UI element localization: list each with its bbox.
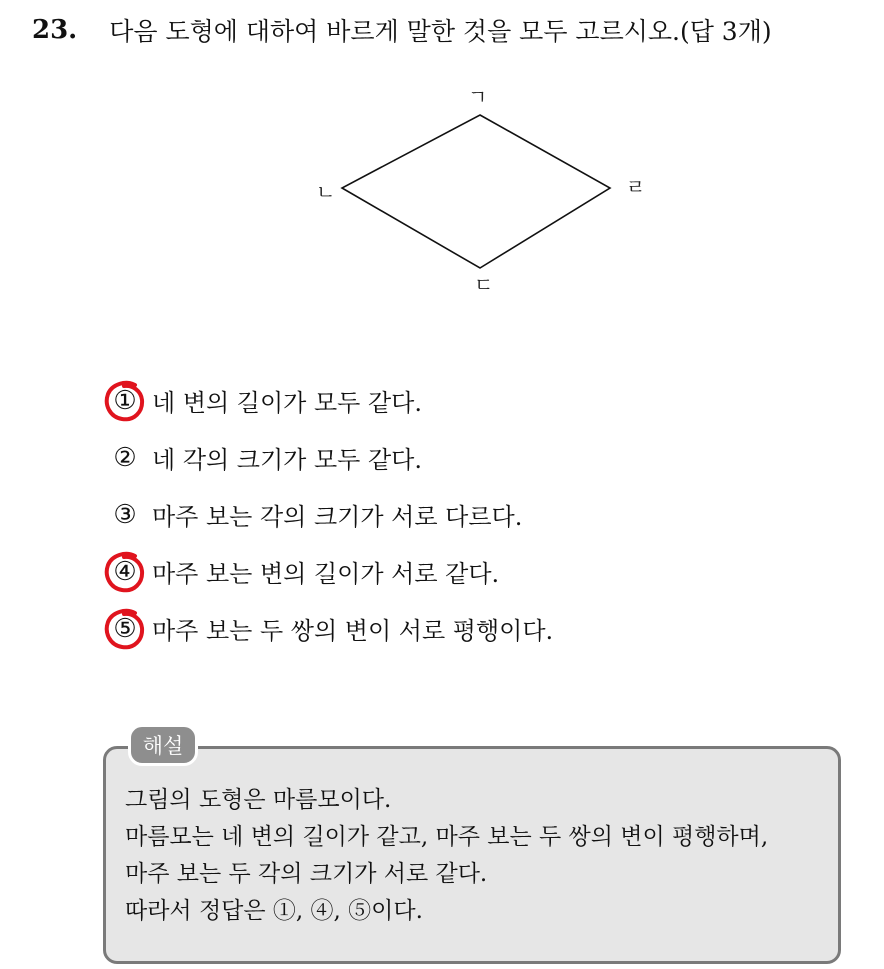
choice-1-number: ① [110, 386, 140, 416]
choice-2-number: ② [113, 442, 137, 473]
choice-3-number: ③ [113, 499, 137, 530]
question-text: 다음 도형에 대하여 바르게 말한 것을 모두 고르시오.(답 3개) [109, 17, 772, 46]
choice-3[interactable] [100, 486, 800, 543]
question-header [32, 12, 772, 48]
choice-1[interactable] [100, 372, 800, 429]
choice-5-text: 마주 보는 두 쌍의 변이 서로 평행이다. [152, 617, 554, 645]
vertex-label-left: ㄴ [316, 180, 336, 204]
choice-4-number: ④ [110, 557, 140, 587]
question-number: 23. [32, 15, 78, 45]
vertex-label-top: ㄱ [468, 85, 488, 109]
rhombus-diagram [300, 80, 660, 300]
rhombus-shape [342, 115, 610, 268]
vertex-label-right: ㄹ [626, 175, 646, 199]
explanation-line-4: 따라서 정답은 ①, ④, ⑤이다. [125, 898, 423, 924]
explanation-tab: 해설 [128, 724, 198, 766]
explanation-line-1: 그림의 도형은 마름모이다. [125, 787, 392, 813]
rhombus-figure [300, 80, 660, 300]
choice-5[interactable] [100, 600, 800, 657]
choice-2[interactable] [100, 429, 800, 486]
choice-2-text: 네 각의 크기가 모두 같다. [152, 446, 422, 474]
choice-1-text: 네 변의 길이가 모두 같다. [152, 389, 422, 417]
explanation-text [125, 782, 768, 930]
vertex-label-bottom: ㄷ [474, 273, 494, 297]
explanation-line-3: 마주 보는 두 각의 크기가 서로 같다. [125, 861, 488, 887]
choice-3-text: 마주 보는 각의 크기가 서로 다르다. [152, 503, 523, 531]
answer-choices [100, 372, 800, 657]
choice-4-text: 마주 보는 변의 길이가 서로 같다. [152, 560, 500, 588]
choice-5-number: ⑤ [110, 614, 140, 644]
explanation-line-2: 마름모는 네 변의 길이가 같고, 마주 보는 두 쌍의 변이 평행하며, [125, 824, 769, 850]
choice-4[interactable] [100, 543, 800, 600]
